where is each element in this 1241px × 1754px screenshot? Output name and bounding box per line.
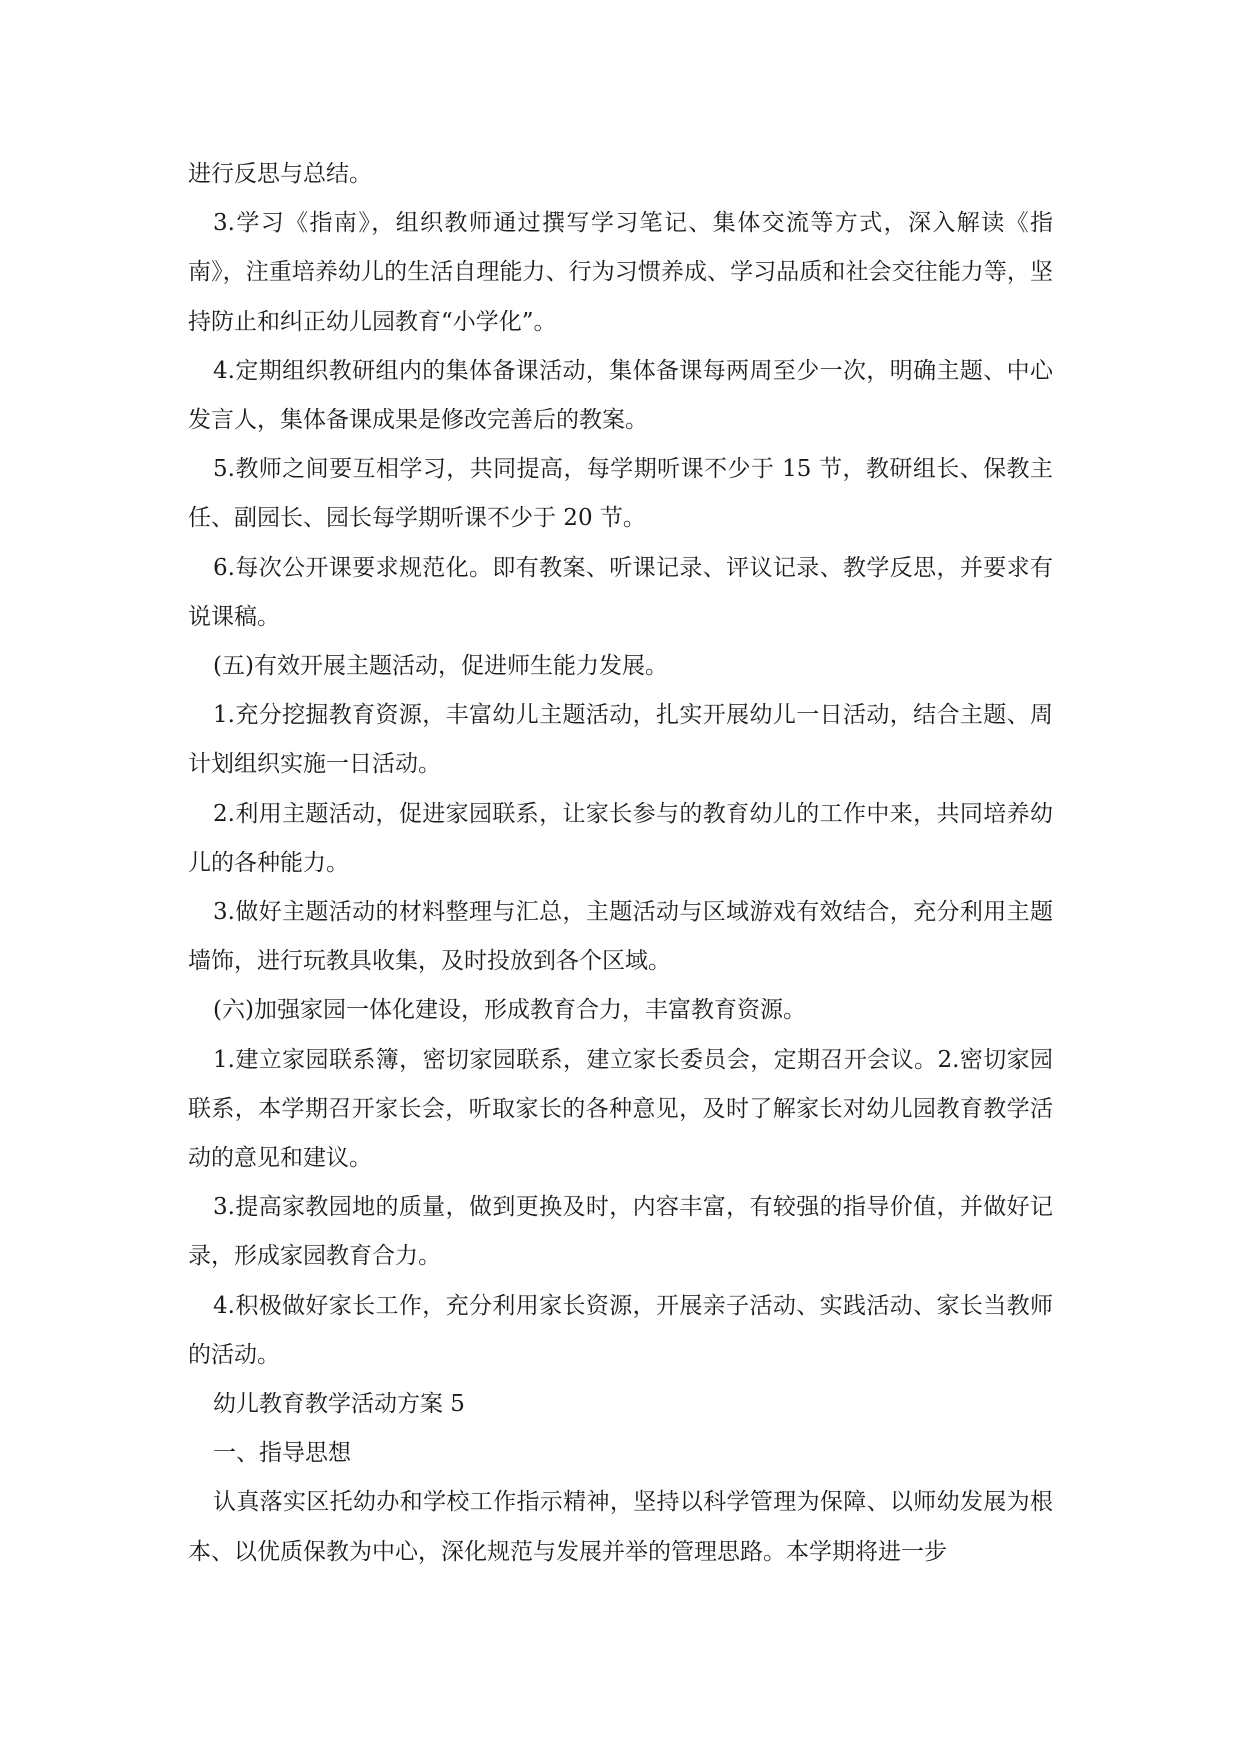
paragraph: 5.教师之间要互相学习，共同提高，每学期听课不少于 15 节，教研组长、保教主任、副园长、园长每学期听课不少于 20 节。 bbox=[188, 456, 1053, 532]
paragraph: 1.充分挖掘教育资源，丰富幼儿主题活动，扎实开展幼儿一日活动，结合主题、周计划组织实施一日活动。 bbox=[188, 702, 1053, 778]
paragraph: 3.提高家教园地的质量，做到更换及时，内容丰富，有较强的指导价值，并做好记录，形成家园教育合力。 bbox=[188, 1194, 1053, 1270]
section-heading: (五)有效开展主题活动，促进师生能力发展。 bbox=[213, 653, 668, 680]
paragraph: 认真落实区托幼办和学校工作指示精神，坚持以科学管理为保障、以师幼发展为根本、以优质保教为中心，深化规范与发展并举的管理思路。本学期将进一步 bbox=[188, 1489, 1053, 1565]
document-title: 幼儿教育教学活动方案 5 bbox=[213, 1391, 465, 1418]
paragraph: 2.利用主题活动，促进家园联系，让家长参与的教育幼儿的工作中来，共同培养幼儿的各种能力。 bbox=[188, 800, 1053, 876]
section-heading: 一、指导思想 bbox=[213, 1440, 351, 1467]
paragraph: 4.定期组织教研组内的集体备课活动，集体备课每两周至少一次，明确主题、中心发言人，集体备课成果是修改完善后的教案。 bbox=[188, 357, 1053, 434]
paragraph: 4.积极做好家长工作，充分利用家长资源，开展亲子活动、实践活动、家长当教师的活动。 bbox=[188, 1292, 1053, 1368]
paragraph: 进行反思与总结。 bbox=[188, 161, 372, 187]
section-heading: (六)加强家园一体化建设，形成教育合力，丰富教育资源。 bbox=[213, 997, 806, 1024]
paragraph: 3.做好主题活动的材料整理与汇总，主题活动与区域游戏有效结合，充分利用主题墙饰，进行玩教具收集，及时投放到各个区域。 bbox=[188, 899, 1053, 975]
paragraph: 1.建立家园联系簿，密切家园联系，建立家长委员会，定期召开会议。2.密切家园联系，本学期召开家长会，听取家长的各种意见，及时了解家长对幼儿园教育教学活动的意见和建议。 bbox=[188, 1046, 1053, 1172]
paragraph: 3.学习《指南》，组织教师通过撰写学习笔记、集体交流等方式，深入解读《指南》，注重培养幼儿的生活自理能力、行为习惯养成、学习品质和社会交往能力等，坚持防止和纠正幼儿园教育“小学化”。 bbox=[188, 210, 1053, 335]
paragraph: 6.每次公开课要求规范化。即有教案、听课记录、评议记录、教学反思，并要求有说课稿。 bbox=[188, 554, 1053, 630]
document-body bbox=[188, 150, 1053, 1577]
